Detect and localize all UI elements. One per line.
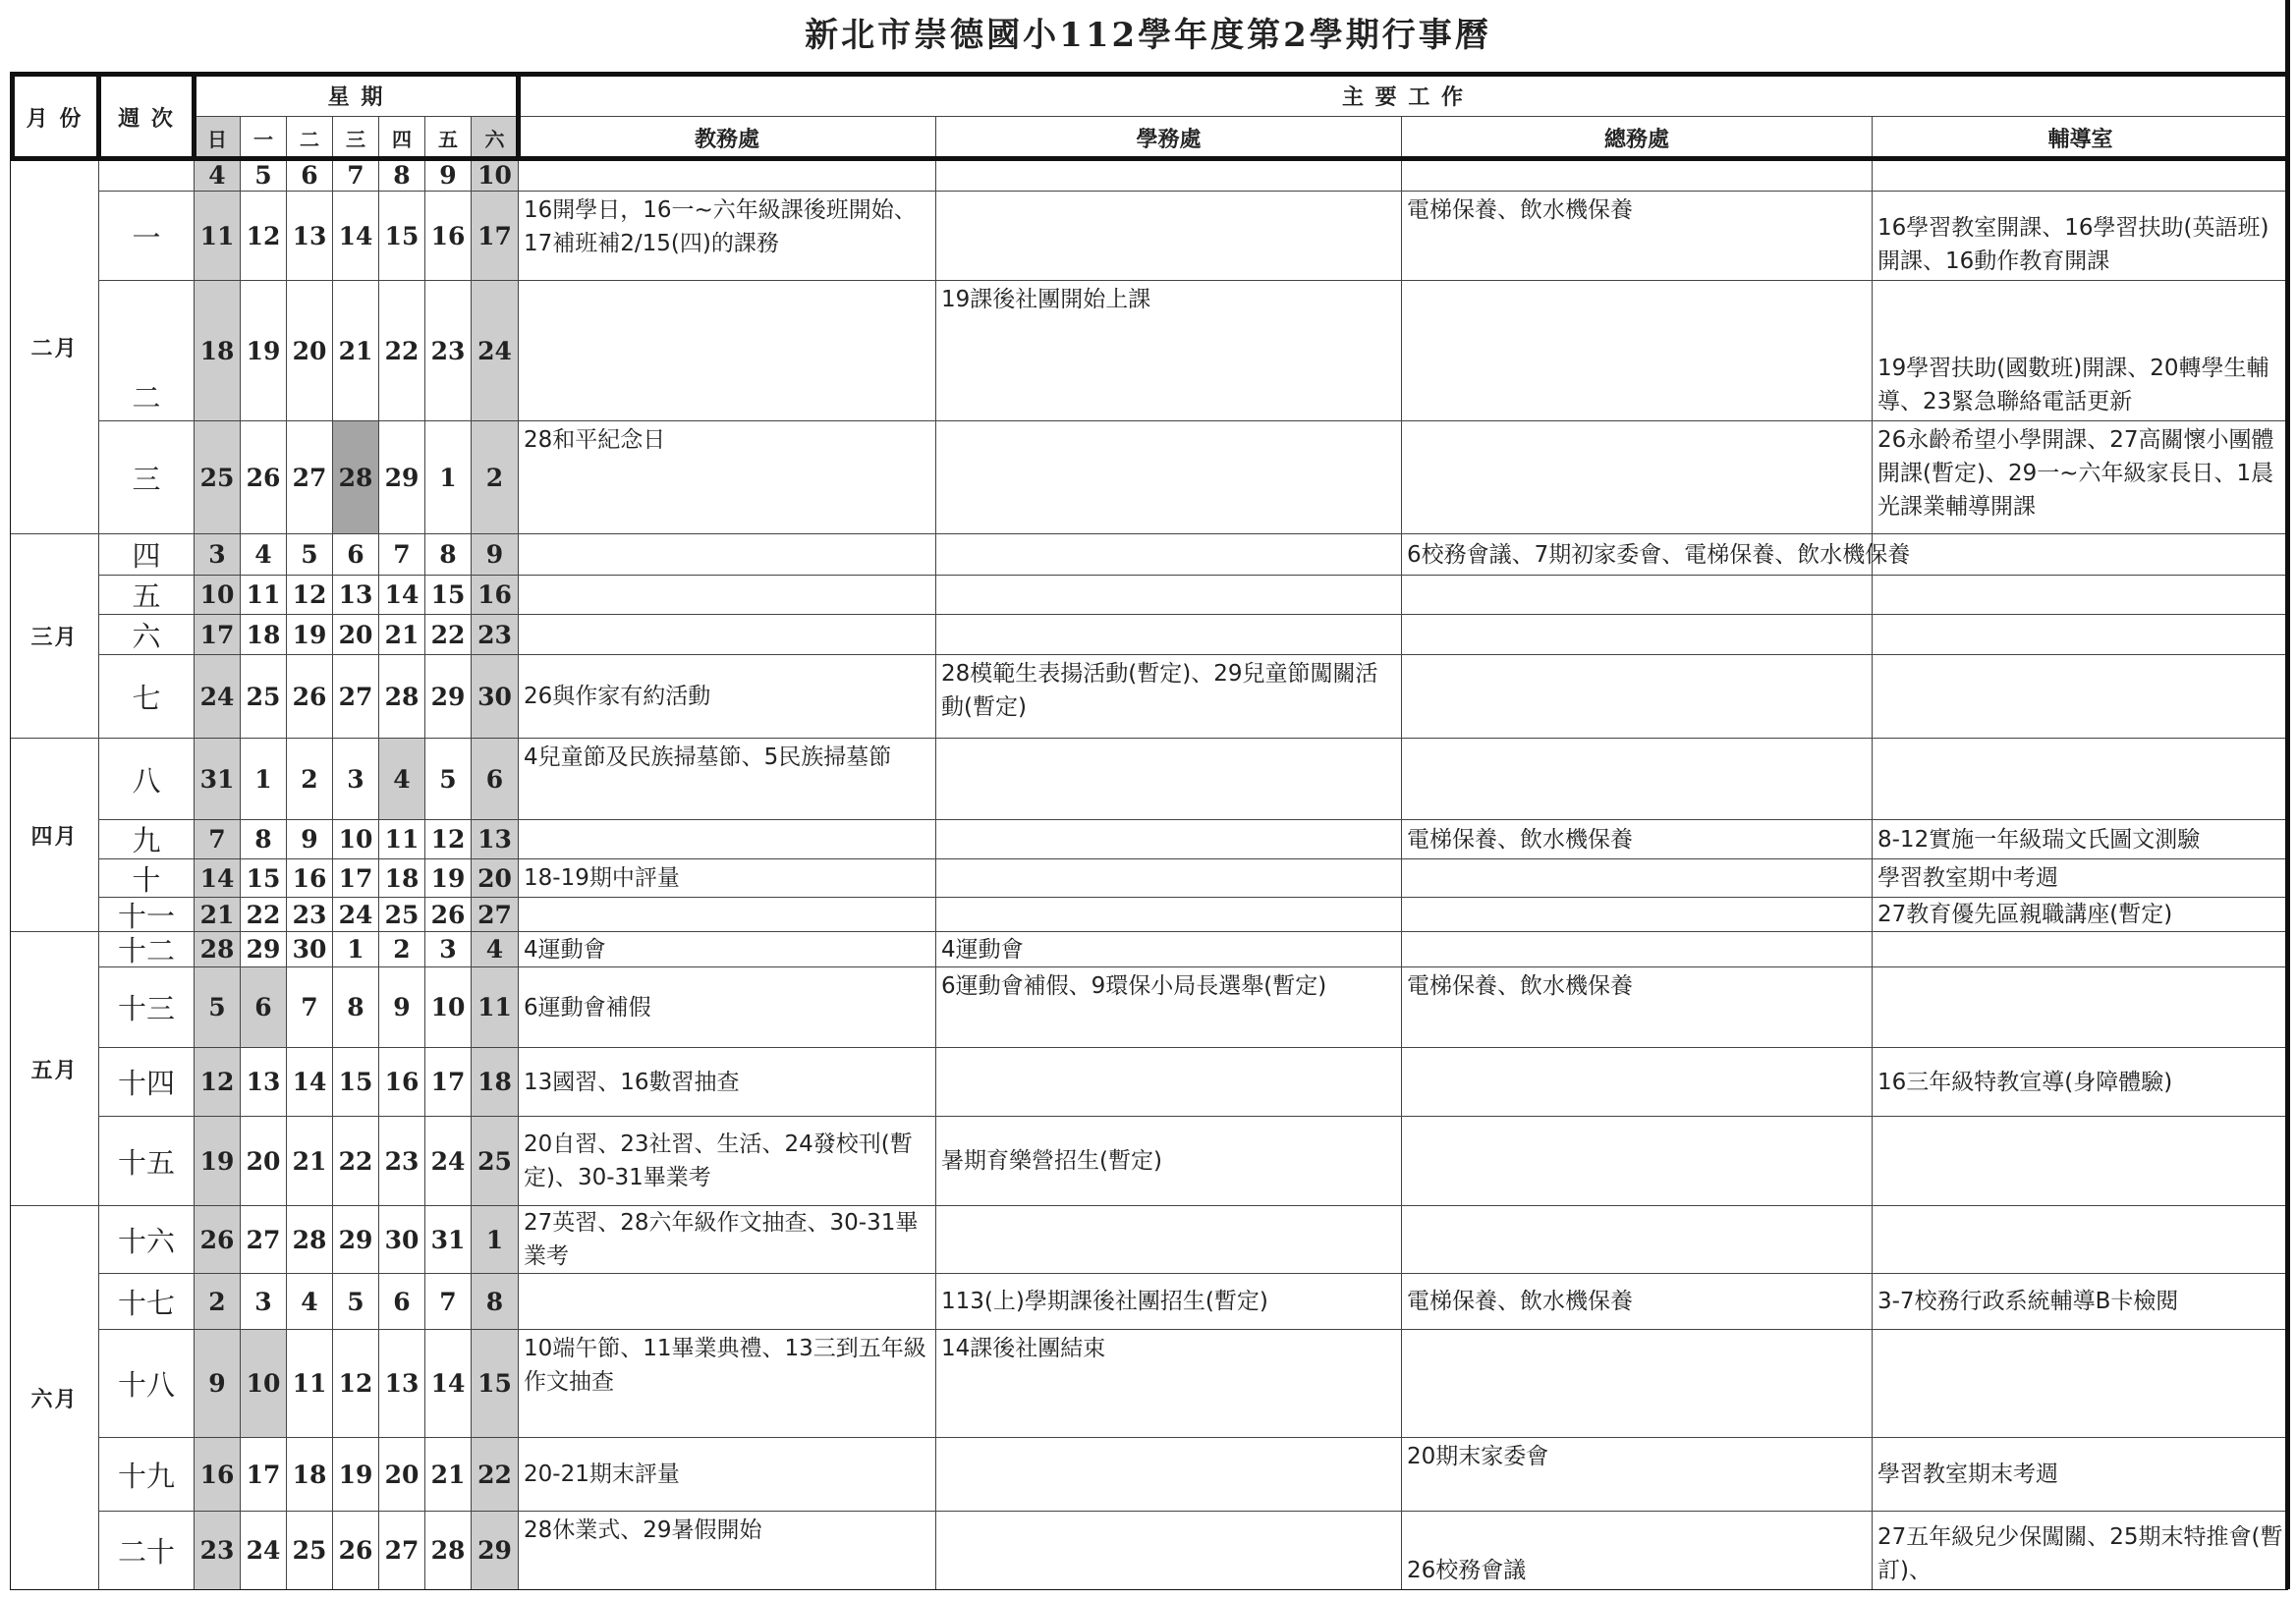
day-cell: 6: [286, 159, 332, 191]
work-note-general: [1401, 1047, 1872, 1116]
day-cell: 3: [424, 931, 471, 966]
day-cell: 12: [286, 575, 332, 614]
day-cell: 8: [240, 819, 286, 858]
day-cell: 28: [286, 1205, 332, 1273]
work-note-counseling: [1872, 654, 2288, 738]
department-header: 輔導室: [1872, 116, 2288, 159]
day-cell: 7: [378, 533, 424, 575]
day-cell: 18: [286, 1437, 332, 1511]
day-cell: 5: [286, 533, 332, 575]
day-cell: 7: [286, 966, 332, 1047]
week-number: 十三: [98, 966, 194, 1047]
work-note-student: [935, 1047, 1401, 1116]
day-cell: 21: [332, 280, 378, 420]
work-note-student: [935, 897, 1401, 931]
calendar-title: 新北市崇德國小112學年度第2學期行事曆: [805, 16, 1491, 55]
work-note-student: 28模範生表揚活動(暫定)、29兒童節闖關活動(暫定): [935, 654, 1401, 738]
work-note-counseling: [1872, 1116, 2288, 1205]
day-cell: 3: [332, 738, 378, 819]
day-cell: 20: [286, 280, 332, 420]
day-cell: 28: [378, 654, 424, 738]
work-note-counseling: 27教育優先區親職講座(暫定): [1872, 897, 2288, 931]
day-cell: 8: [378, 159, 424, 191]
day-cell: 24: [471, 280, 518, 420]
day-cell: 5: [424, 738, 471, 819]
day-cell: 8: [424, 533, 471, 575]
work-note-academic: [518, 575, 935, 614]
week-number: 十四: [98, 1047, 194, 1116]
weekday-header: 二: [286, 116, 332, 159]
header-month: 月 份: [10, 74, 98, 159]
day-cell: 7: [424, 1273, 471, 1329]
work-note-academic: 28休業式、29暑假開始: [518, 1511, 935, 1589]
day-cell: 9: [194, 1329, 240, 1437]
day-cell: 10: [471, 159, 518, 191]
day-cell: 22: [471, 1437, 518, 1511]
week-number: 一: [98, 191, 194, 280]
day-cell: 15: [424, 575, 471, 614]
day-cell: 25: [378, 897, 424, 931]
day-cell: 29: [332, 1205, 378, 1273]
day-cell: 11: [471, 966, 518, 1047]
day-cell: 31: [194, 738, 240, 819]
header-weekday: 星 期: [194, 74, 518, 116]
work-note-counseling: [1872, 931, 2288, 966]
month-label: 五月: [10, 931, 98, 1205]
day-cell: 1: [424, 420, 471, 533]
week-number: 七: [98, 654, 194, 738]
work-note-general: [1401, 931, 1872, 966]
month-label: 四月: [10, 738, 98, 931]
work-note-academic: 18-19期中評量: [518, 858, 935, 897]
work-note-academic: 6運動會補假: [518, 966, 935, 1047]
weekday-header: 六: [471, 116, 518, 159]
work-note-general: [1401, 1205, 1872, 1273]
work-note-counseling: [1872, 1329, 2288, 1437]
day-cell: 21: [194, 897, 240, 931]
day-cell: 14: [332, 191, 378, 280]
week-number: 十六: [98, 1205, 194, 1273]
week-number: 二十: [98, 1511, 194, 1589]
work-note-academic: [518, 614, 935, 654]
work-note-counseling: [1872, 738, 2288, 819]
work-note-academic: 20-21期末評量: [518, 1437, 935, 1511]
day-cell: 26: [286, 654, 332, 738]
day-cell: 24: [332, 897, 378, 931]
day-cell: 27: [378, 1511, 424, 1589]
work-note-student: [935, 819, 1401, 858]
month-week-divider: [96, 72, 101, 159]
day-cell: 12: [424, 819, 471, 858]
day-cell: 26: [424, 897, 471, 931]
header-left-border: [10, 72, 15, 159]
work-note-academic: 10端午節、11畢業典禮、13三到五年級作文抽查: [518, 1329, 935, 1437]
day-cell: 6: [240, 966, 286, 1047]
work-note-counseling: 8-12實施一年級瑞文氏圖文測驗: [1872, 819, 2288, 858]
day-cell: 19: [194, 1116, 240, 1205]
work-note-counseling: [1872, 966, 2288, 1047]
day-cell: 5: [240, 159, 286, 191]
work-note-general: 電梯保養、飲水機保養: [1401, 191, 1872, 280]
department-header: 教務處: [518, 116, 935, 159]
work-note-general: [1401, 858, 1872, 897]
day-cell: 4: [194, 159, 240, 191]
work-note-general: [1401, 738, 1872, 819]
day-cell: 6: [378, 1273, 424, 1329]
day-cell: 19: [240, 280, 286, 420]
week-number: 十二: [98, 931, 194, 966]
day-cell: 18: [194, 280, 240, 420]
weekday-header: 三: [332, 116, 378, 159]
day-cell: 30: [378, 1205, 424, 1273]
work-note-student: 19課後社團開始上課: [935, 280, 1401, 420]
day-cell: 10: [194, 575, 240, 614]
work-note-student: [935, 533, 1401, 575]
day-cell: 23: [286, 897, 332, 931]
day-cell: 9: [378, 966, 424, 1047]
day-cell: 15: [378, 191, 424, 280]
day-cell: 27: [332, 654, 378, 738]
week-number: 三: [98, 420, 194, 533]
weekday-header: 日: [194, 116, 240, 159]
day-cell: 20: [378, 1437, 424, 1511]
work-note-general: [1401, 159, 1872, 191]
work-note-student: [935, 1205, 1401, 1273]
work-note-academic: [518, 159, 935, 191]
day-cell: 4: [378, 738, 424, 819]
day-cell: 8: [332, 966, 378, 1047]
day-cell: 28: [332, 420, 378, 533]
day-cell: 10: [332, 819, 378, 858]
work-note-student: 14課後社團結束: [935, 1329, 1401, 1437]
day-cell: 22: [424, 614, 471, 654]
work-note-student: 4運動會: [935, 931, 1401, 966]
work-note-counseling: 27五年級兒少保闖關、25期末特推會(暫訂)、: [1872, 1511, 2288, 1589]
header-bottom-border: [10, 156, 2288, 161]
work-note-general: [1401, 1329, 1872, 1437]
work-note-academic: 26與作家有約活動: [518, 654, 935, 738]
day-cell: 29: [378, 420, 424, 533]
day-cell: 1: [332, 931, 378, 966]
day-cell: 14: [378, 575, 424, 614]
week-number: 十: [98, 858, 194, 897]
work-note-counseling: [1872, 1205, 2288, 1273]
work-note-general: [1401, 575, 1872, 614]
work-note-general: [1401, 897, 1872, 931]
work-note-academic: [518, 280, 935, 420]
day-cell: 1: [240, 738, 286, 819]
day-cell: 2: [286, 738, 332, 819]
day-cell: 17: [194, 614, 240, 654]
day-cell: 20: [240, 1116, 286, 1205]
work-note-student: [935, 858, 1401, 897]
work-note-counseling: [1872, 575, 2288, 614]
work-note-student: [935, 738, 1401, 819]
weekday-header: 一: [240, 116, 286, 159]
day-cell: 4: [471, 931, 518, 966]
day-cell: 16: [194, 1437, 240, 1511]
work-note-counseling: 16三年級特教宣導(身障體驗): [1872, 1047, 2288, 1116]
day-cell: 29: [240, 931, 286, 966]
day-cell: 14: [286, 1047, 332, 1116]
day-cell: 23: [424, 280, 471, 420]
month-label: 二月: [10, 159, 98, 533]
week-number: 十九: [98, 1437, 194, 1511]
work-note-academic: 4兒童節及民族掃墓節、5民族掃墓節: [518, 738, 935, 819]
day-cell: 7: [194, 819, 240, 858]
work-note-academic: [518, 819, 935, 858]
work-note-general: 電梯保養、飲水機保養: [1401, 1273, 1872, 1329]
day-cell: 1: [471, 1205, 518, 1273]
header-main-work: 主 要 工 作: [518, 74, 2288, 116]
table-bottom-line: [10, 1589, 2288, 1590]
day-cell: 3: [194, 533, 240, 575]
day-cell: 5: [332, 1273, 378, 1329]
department-header: 學務處: [935, 116, 1401, 159]
day-cell: 26: [332, 1511, 378, 1589]
work-note-general: [1401, 654, 1872, 738]
day-cell: 29: [424, 654, 471, 738]
day-cell: 23: [378, 1116, 424, 1205]
day-cell: 19: [286, 614, 332, 654]
day-cell: 9: [424, 159, 471, 191]
work-note-general: 6校務會議、7期初家委會、電梯保養、飲水機保養: [1401, 533, 1872, 575]
day-cell: 13: [240, 1047, 286, 1116]
week-number: 十八: [98, 1329, 194, 1437]
work-note-counseling: 學習教室期中考週: [1872, 858, 2288, 897]
day-cell: 7: [332, 159, 378, 191]
week-number: 十七: [98, 1273, 194, 1329]
day-cell: 20: [471, 858, 518, 897]
work-note-general: [1401, 420, 1872, 533]
day-cell: 22: [332, 1116, 378, 1205]
day-cell: 2: [378, 931, 424, 966]
day-cell: 27: [286, 420, 332, 533]
weekday-header: 五: [424, 116, 471, 159]
day-cell: 10: [240, 1329, 286, 1437]
day-cell: 17: [424, 1047, 471, 1116]
day-cell: 2: [471, 420, 518, 533]
work-note-academic: 20自習、23社習、生活、24發校刊(暫定)、30-31畢業考: [518, 1116, 935, 1205]
day-cell: 26: [240, 420, 286, 533]
day-cell: 12: [240, 191, 286, 280]
weekday-work-divider: [516, 72, 521, 159]
week-number: 二: [98, 280, 194, 420]
day-cell: 30: [471, 654, 518, 738]
work-note-student: 暑期育樂營招生(暫定): [935, 1116, 1401, 1205]
work-note-student: 113(上)學期課後社團招生(暫定): [935, 1273, 1401, 1329]
day-cell: 28: [424, 1511, 471, 1589]
day-cell: 29: [471, 1511, 518, 1589]
day-cell: 24: [424, 1116, 471, 1205]
week-number: 八: [98, 738, 194, 819]
day-cell: 23: [194, 1511, 240, 1589]
day-cell: 13: [332, 575, 378, 614]
work-note-student: [935, 159, 1401, 191]
day-cell: 5: [194, 966, 240, 1047]
day-cell: 4: [240, 533, 286, 575]
day-cell: 18: [240, 614, 286, 654]
day-cell: 21: [378, 614, 424, 654]
work-note-counseling: 19學習扶助(國數班)開課、20轉學生輔導、23緊急聯絡電話更新: [1872, 280, 2288, 420]
work-note-student: [935, 1511, 1401, 1589]
work-note-general: [1401, 1116, 1872, 1205]
work-note-counseling: 3-7校務行政系統輔導B卡檢閱: [1872, 1273, 2288, 1329]
day-cell: 20: [332, 614, 378, 654]
day-cell: 3: [240, 1273, 286, 1329]
work-note-student: [935, 575, 1401, 614]
day-cell: 22: [378, 280, 424, 420]
day-cell: 17: [471, 191, 518, 280]
day-cell: 14: [424, 1329, 471, 1437]
day-cell: 27: [240, 1205, 286, 1273]
day-cell: 15: [332, 1047, 378, 1116]
day-cell: 26: [194, 1205, 240, 1273]
day-cell: 27: [471, 897, 518, 931]
day-cell: 15: [471, 1329, 518, 1437]
work-note-student: 6運動會補假、9環保小局長選舉(暫定): [935, 966, 1401, 1047]
month-label: 三月: [10, 533, 98, 738]
day-cell: 2: [194, 1273, 240, 1329]
day-cell: 25: [240, 654, 286, 738]
week-number: 十五: [98, 1116, 194, 1205]
work-note-general: 20期末家委會: [1401, 1437, 1872, 1511]
day-cell: 11: [286, 1329, 332, 1437]
work-note-student: [935, 420, 1401, 533]
day-cell: 9: [286, 819, 332, 858]
day-cell: 28: [194, 931, 240, 966]
work-note-general: [1401, 280, 1872, 420]
day-cell: 11: [378, 819, 424, 858]
day-cell: 30: [286, 931, 332, 966]
day-cell: 16: [471, 575, 518, 614]
day-cell: 9: [471, 533, 518, 575]
day-cell: 6: [332, 533, 378, 575]
table-top-border: [10, 72, 2288, 77]
day-cell: 16: [424, 191, 471, 280]
week-number: 四: [98, 533, 194, 575]
day-cell: 23: [471, 614, 518, 654]
week-number: 十一: [98, 897, 194, 931]
week-number: 五: [98, 575, 194, 614]
day-cell: 19: [424, 858, 471, 897]
day-cell: 21: [424, 1437, 471, 1511]
work-note-counseling: [1872, 159, 2288, 191]
day-cell: 31: [424, 1205, 471, 1273]
day-cell: 14: [194, 858, 240, 897]
month-label: 六月: [10, 1205, 98, 1589]
day-cell: 17: [240, 1437, 286, 1511]
day-cell: 13: [378, 1329, 424, 1437]
day-cell: 16: [286, 858, 332, 897]
day-cell: 10: [424, 966, 471, 1047]
week-number: 六: [98, 614, 194, 654]
day-cell: 12: [194, 1047, 240, 1116]
week-number: 九: [98, 819, 194, 858]
work-note-general: 26校務會議: [1401, 1511, 1872, 1589]
day-cell: 16: [378, 1047, 424, 1116]
day-cell: 25: [194, 420, 240, 533]
work-note-academic: 28和平紀念日: [518, 420, 935, 533]
work-note-academic: 4運動會: [518, 931, 935, 966]
work-note-general: [1401, 614, 1872, 654]
day-cell: 21: [286, 1116, 332, 1205]
day-cell: 12: [332, 1329, 378, 1437]
day-cell: 25: [286, 1511, 332, 1589]
header-week: 週 次: [98, 74, 194, 159]
day-cell: 18: [378, 858, 424, 897]
work-note-counseling: [1872, 614, 2288, 654]
day-cell: 4: [286, 1273, 332, 1329]
work-note-academic: [518, 1273, 935, 1329]
day-cell: 8: [471, 1273, 518, 1329]
day-cell: 18: [471, 1047, 518, 1116]
department-header: 總務處: [1401, 116, 1872, 159]
day-cell: 22: [240, 897, 286, 931]
day-cell: 13: [286, 191, 332, 280]
work-note-general: 電梯保養、飲水機保養: [1401, 966, 1872, 1047]
day-cell: 11: [240, 575, 286, 614]
day-cell: 15: [240, 858, 286, 897]
table-right-border: [2285, 0, 2290, 1589]
day-cell: 19: [332, 1437, 378, 1511]
work-note-counseling: 學習教室期末考週: [1872, 1437, 2288, 1511]
day-cell: 17: [332, 858, 378, 897]
work-note-student: [935, 614, 1401, 654]
work-note-academic: [518, 897, 935, 931]
work-note-academic: 27英習、28六年級作文抽查、30-31畢業考: [518, 1205, 935, 1273]
day-cell: 25: [471, 1116, 518, 1205]
work-note-academic: [518, 533, 935, 575]
day-cell: 6: [471, 738, 518, 819]
day-cell: 24: [194, 654, 240, 738]
work-note-student: [935, 1437, 1401, 1511]
work-note-academic: 13國習、16數習抽查: [518, 1047, 935, 1116]
work-note-counseling: [1872, 533, 2288, 575]
work-note-counseling: 16學習教室開課、16學習扶助(英語班)開課、16動作教育開課: [1872, 191, 2288, 280]
day-cell: 13: [471, 819, 518, 858]
weekday-header: 四: [378, 116, 424, 159]
week-weekday-divider: [192, 72, 196, 159]
week-number: [98, 159, 194, 191]
day-cell: 24: [240, 1511, 286, 1589]
work-note-academic: 16開學日，16一~六年級課後班開始、17補班補2/15(四)的課務: [518, 191, 935, 280]
table-left-line: [10, 159, 11, 1589]
day-cell: 11: [194, 191, 240, 280]
work-note-general: 電梯保養、飲水機保養: [1401, 819, 1872, 858]
work-note-counseling: 26永齡希望小學開課、27高關懷小團體開課(暫定)、29一~六年級家長日、1晨光課業輔導開課: [1872, 420, 2288, 533]
work-note-student: [935, 191, 1401, 280]
